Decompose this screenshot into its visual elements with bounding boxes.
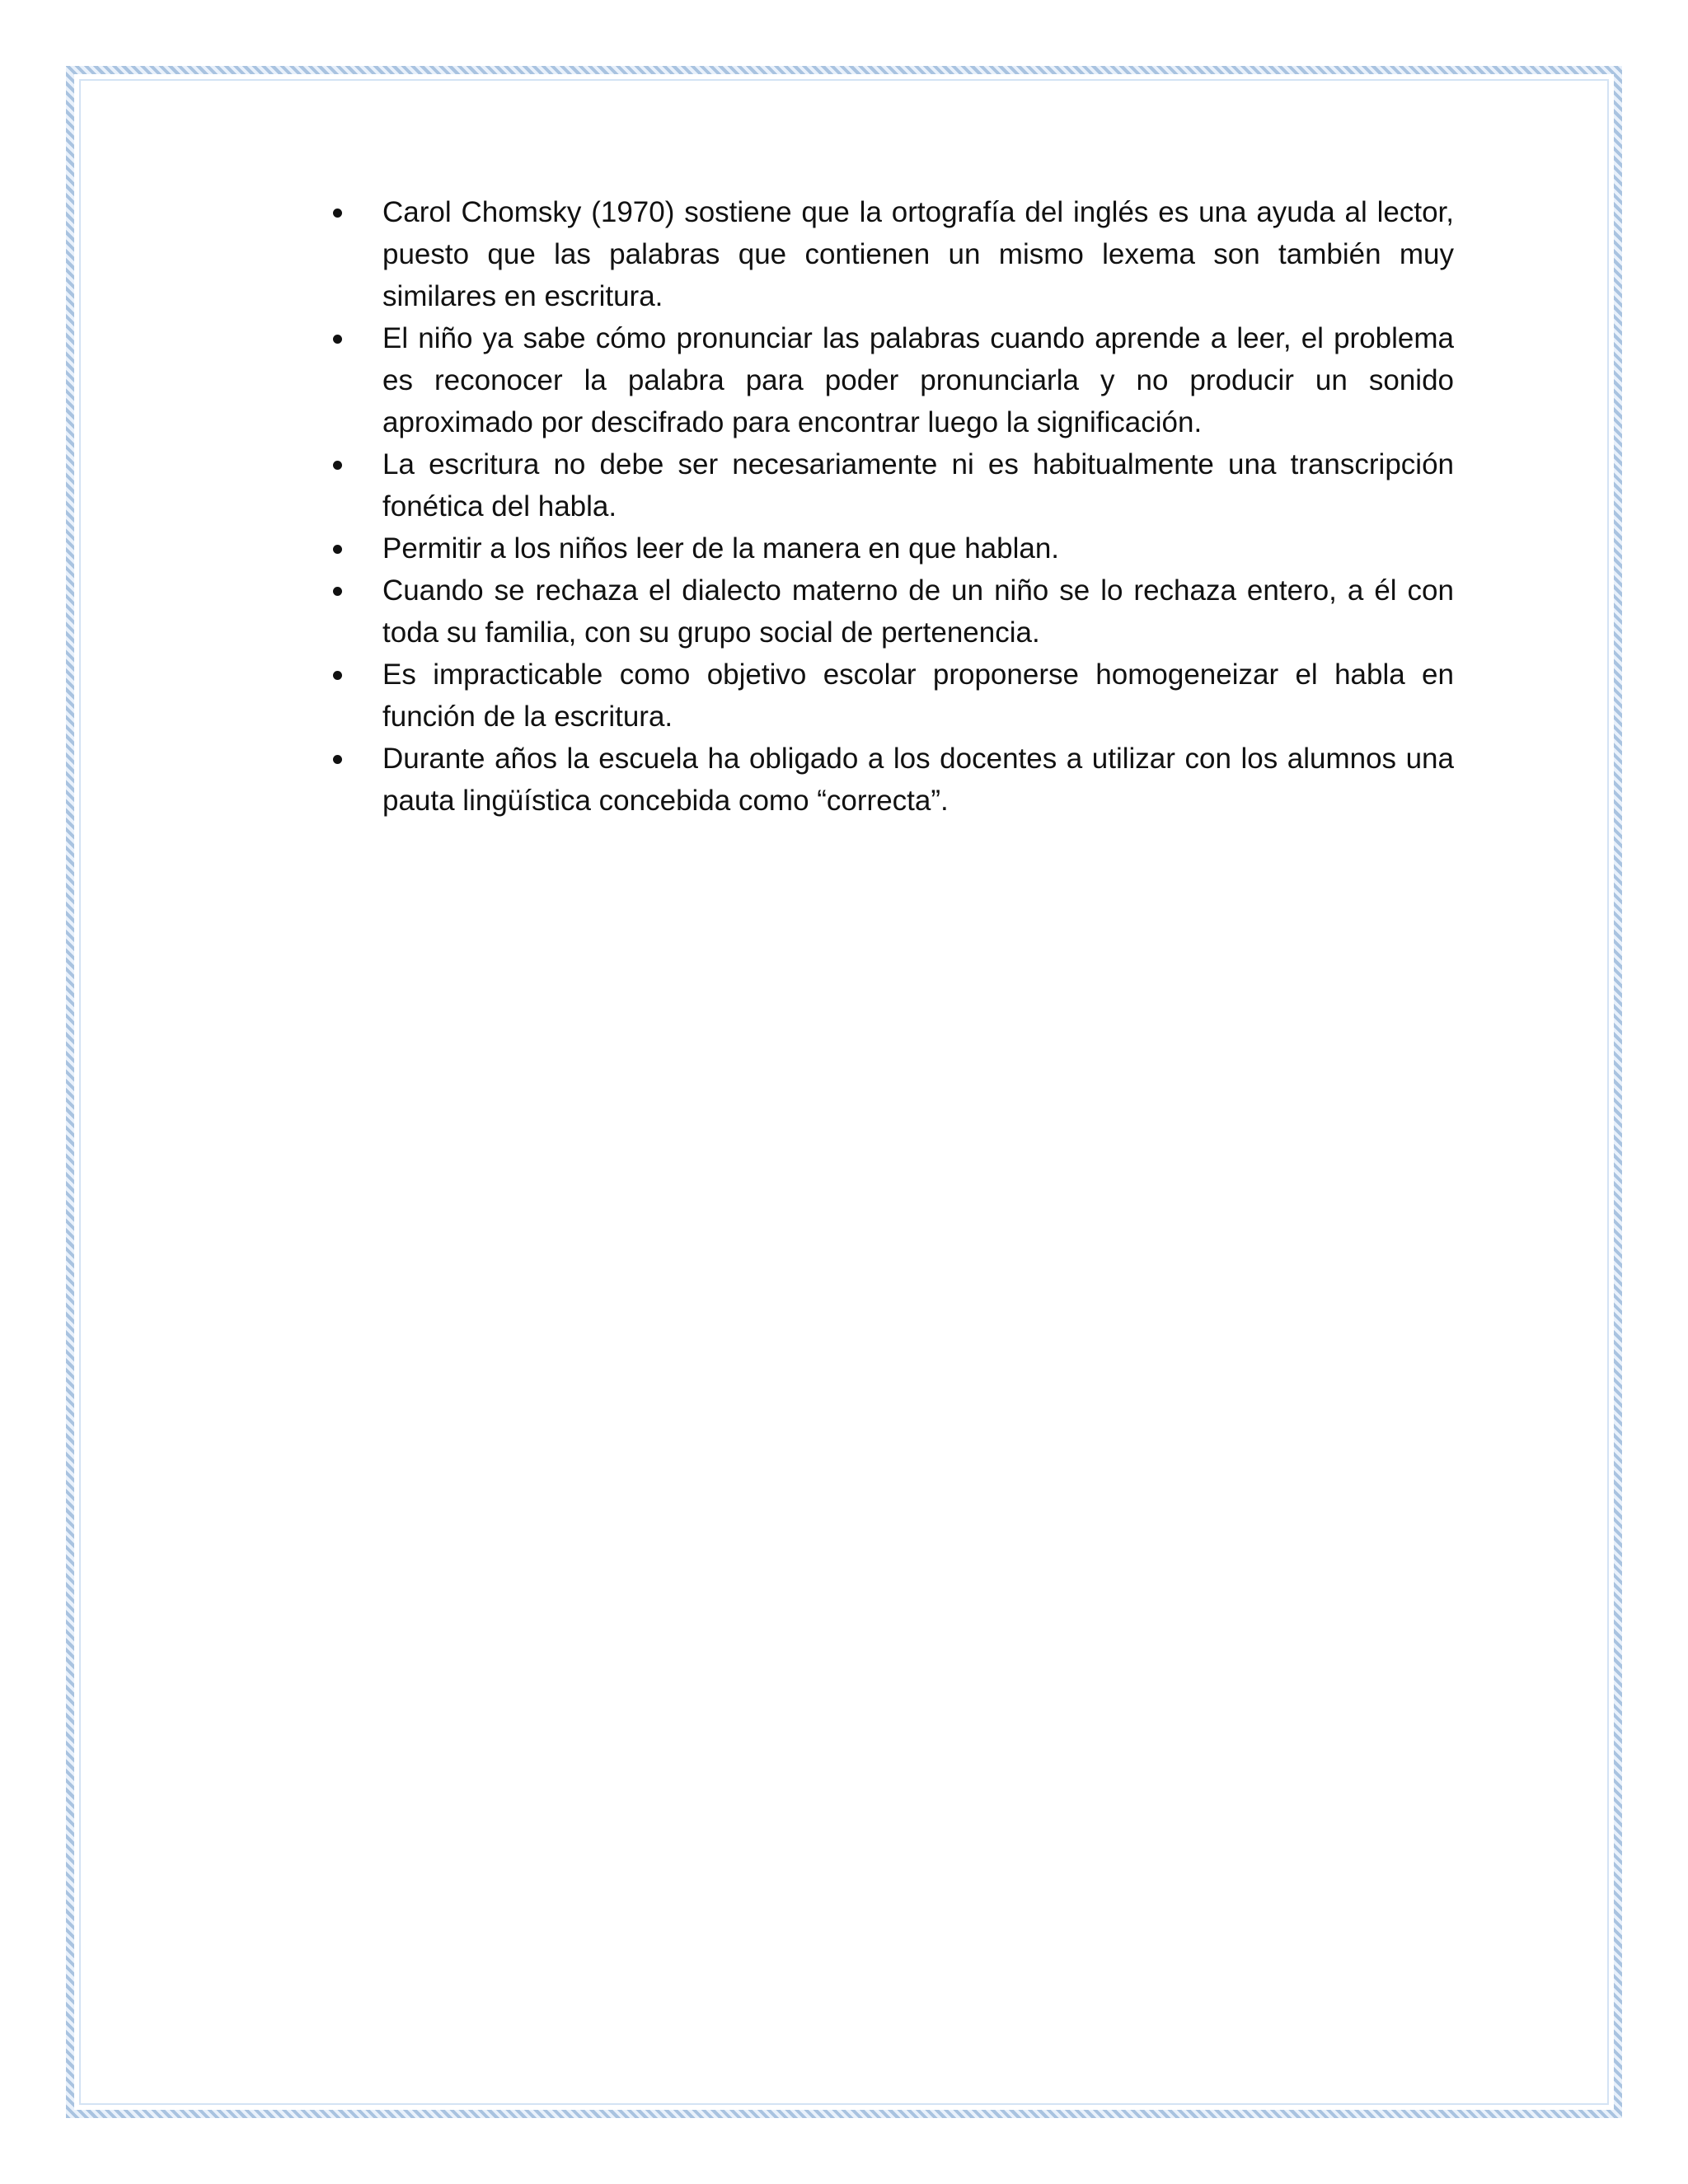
list-item-text: Durante años la escuela ha obligado a los docentes a utilizar con los alumnos una pauta lingüística concebida como “correcta”.: [382, 743, 1454, 817]
bullet-icon: [333, 755, 342, 764]
list-item: [325, 443, 1454, 527]
list-item: [325, 317, 1454, 443]
list-item-text: La escritura no debe ser necesariamente ni es habitualmente una transcripción fonética del habla.: [382, 448, 1454, 523]
bullet-icon: [333, 461, 342, 470]
list-item-text: Cuando se rechaza el dialecto materno de un niño se lo rechaza entero, a él con toda su familia, con su grupo social de pertenencia.: [382, 574, 1454, 649]
list-item-text: El niño ya sabe cómo pronunciar las palabras cuando aprende a leer, el problema es reconocer la palabra para poder pronunciarla y no producir un sonido aproximado por descifrado para encontrar luego la significación.: [382, 322, 1454, 438]
bullet-icon: [333, 209, 342, 218]
list-item: [325, 527, 1454, 569]
bullet-icon: [333, 545, 342, 554]
bullet-icon: [333, 335, 342, 344]
bullet-list: [325, 191, 1454, 822]
list-item-text: Carol Chomsky (1970) sostiene que la ortografía del inglés es una ayuda al lector, puesto que las palabras que contienen un mismo lexema son también muy similares en escritura.: [382, 196, 1454, 312]
list-item: [325, 738, 1454, 822]
document-body: [325, 191, 1454, 822]
bullet-icon: [333, 587, 342, 596]
list-item: [325, 654, 1454, 738]
list-item: [325, 191, 1454, 317]
list-item: [325, 569, 1454, 654]
list-item-text: Permitir a los niños leer de la manera en que hablan.: [382, 532, 1060, 565]
list-item-text: Es impracticable como objetivo escolar proponerse homogeneizar el habla en función de la escritura.: [382, 658, 1454, 733]
bullet-icon: [333, 671, 342, 680]
